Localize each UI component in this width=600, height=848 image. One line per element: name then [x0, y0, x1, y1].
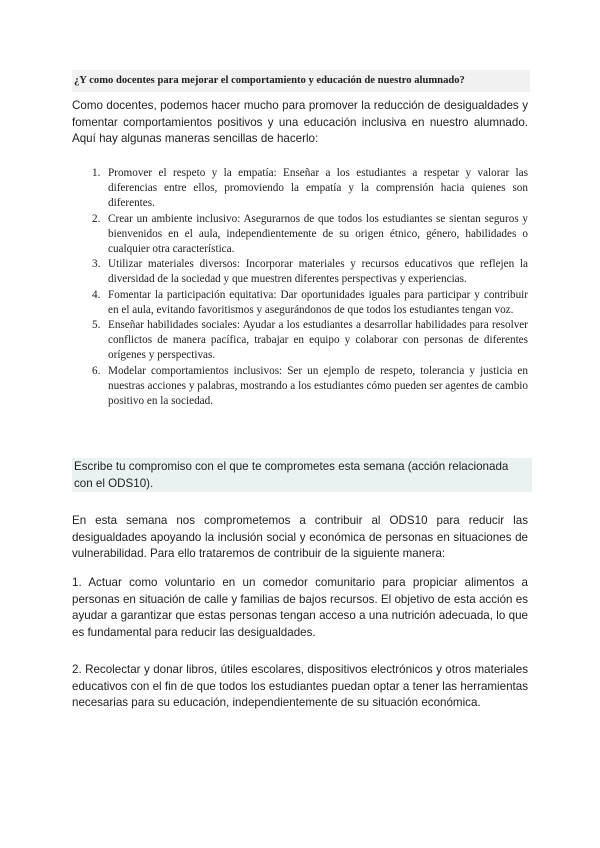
- commitment-prompt: Escribe tu compromiso con el que te comprometes esta semana (acción relacionada con el ODS10).: [72, 458, 532, 492]
- list-number: 2.: [92, 212, 101, 225]
- list-item: [72, 257, 528, 287]
- list-item: [72, 166, 528, 212]
- list-item: [72, 212, 528, 258]
- commitment-action-1: 1. Actuar como voluntario en un comedor comunitario para propiciar alimentos a personas en situación de calle y familias de bajos recursos. El objetivo de esta acción es ayudar a garantizar que estas personas tengan acceso a una nutrición adecuada, lo que es fundamental para reducir las desigualdades.: [72, 576, 528, 639]
- list-item-text: Crear un ambiente inclusivo: Asegurarnos de que todos los estudiantes se sientan seguros y bienvenidos en el aula, independientemente de su origen étnico, género, habilidades o cualquier otra característica.: [108, 212, 528, 256]
- intro-paragraph: Como docentes, podemos hacer mucho para promover la reducción de desigualdades y fomentar comportamientos positivos y una educación inclusiva en nuestro alumnado. Aquí hay algunas maneras sencillas de hacerlo:: [72, 99, 528, 145]
- list-item-text: Utilizar materiales diversos: Incorporar materiales y recursos educativos que reflejen la diversidad de la sociedad y que muestren diferentes perspectivas y experiencias.: [108, 258, 528, 286]
- list-item: [72, 364, 528, 410]
- list-number: 1.: [92, 167, 101, 179]
- list-number: 6.: [92, 364, 101, 377]
- section-heading: ¿Y como docentes para mejorar el comportamiento y educación de nuestro alumnado?: [72, 70, 530, 92]
- strategies-list: [72, 166, 528, 409]
- list-item-text: Fomentar la participación equitativa: Dar oportunidades iguales para participar y contribuir en el aula, evitando favoritismos y asegurándonos de que todos los estudiantes tengan voz.: [108, 288, 528, 316]
- commitment-intro: En esta semana nos comprometemos a contribuir al ODS10 para reducir las desigualdades apoyando la inclusión social y económica de personas en situaciones de vulnerabilidad. Para ello trataremos de contribuir de la siguiente manera:: [72, 514, 528, 560]
- list-item-text: Modelar comportamientos inclusivos: Ser un ejemplo de respeto, tolerancia y justicia en nuestras acciones y palabras, mostrando a los estudiantes cómo pueden ser agentes de cambio positivo en la sociedad.: [108, 364, 528, 408]
- list-item: [72, 288, 528, 318]
- list-number: 5.: [92, 319, 101, 332]
- list-item-text: Enseñar habilidades sociales: Ayudar a los estudiantes a desarrollar habilidades para resolver conflictos de manera pacífica, trabajar en equipo y colaborar con personas de diferentes orígenes y perspectivas.: [108, 319, 528, 362]
- list-number: 3.: [92, 258, 101, 271]
- list-number: 4.: [92, 288, 101, 301]
- list-item: [72, 318, 528, 364]
- commitment-action-2: 2. Recolectar y donar libros, útiles escolares, dispositivos electrónicos y otros materiales educativos con el fin de que todos los estudiantes puedan optar a tener las herramientas necesarias para su educación, independientemente de su situación económica.: [72, 663, 528, 709]
- list-item-text: Promover el respeto y la empatía: Enseñar a los estudiantes a respetar y valorar las diferencias entre ellos, promoviendo la empatía y la comprensión hacia quienes son diferentes.: [108, 167, 528, 210]
